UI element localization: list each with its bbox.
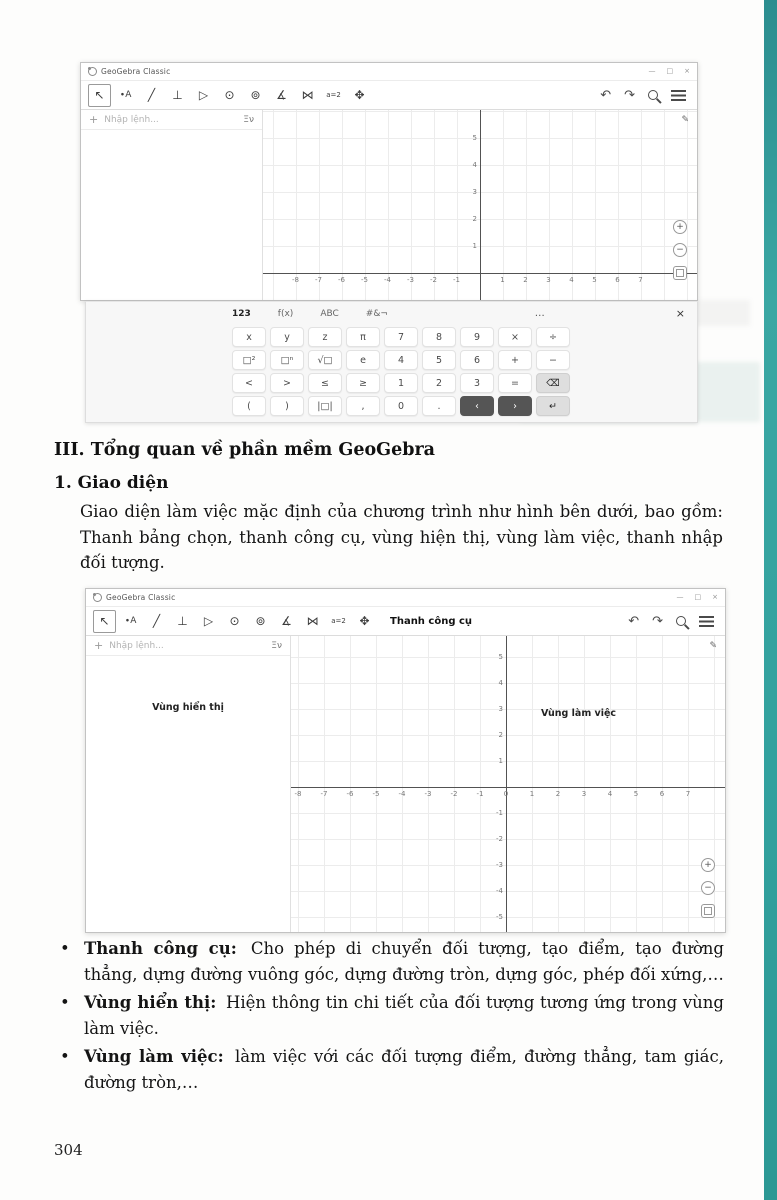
algebra-panel <box>86 636 291 932</box>
bullet-list <box>57 936 724 1098</box>
bullet-term: Vùng làm việc: <box>84 1047 224 1067</box>
keyboard-row <box>232 373 697 393</box>
x-tick-label: -5 <box>372 790 380 798</box>
polygon-tool-icon[interactable]: ▷ <box>198 88 209 102</box>
angle-tool-icon[interactable]: ∡ <box>281 614 292 628</box>
keyboard-tab-fx[interactable]: f(x) <box>277 308 294 319</box>
add-icon[interactable]: + <box>94 639 104 652</box>
perpendicular-line-tool-icon[interactable]: ⊥ <box>172 88 183 102</box>
keyboard-key[interactable]: × <box>498 327 532 347</box>
keyboard-key[interactable]: ≤ <box>308 373 342 393</box>
y-tick-label: 1 <box>472 241 477 250</box>
y-axis <box>506 636 507 932</box>
slider-tool-icon[interactable]: a=2 <box>326 91 341 99</box>
geogebra-window <box>80 62 698 301</box>
y-tick-label <box>487 774 503 800</box>
command-input-placeholder: Nhập lệnh... <box>104 114 159 125</box>
window-controls <box>677 594 719 601</box>
algebra-panel <box>81 110 263 300</box>
perpendicular-line-tool-icon[interactable]: ⊥ <box>177 614 188 628</box>
x-axis <box>291 787 725 788</box>
window-titlebar <box>86 589 725 606</box>
y-axis-ticks <box>461 124 477 259</box>
x-tick-label: -2 <box>450 790 458 798</box>
x-tick-label: -4 <box>398 790 406 798</box>
bullet-text: Cho phép di chuyển đối tượng, tạo điểm, tạo đường thẳng, dựng đường vuông góc, dựng đường tròn, dựng góc, phép đối xứng,… <box>84 939 724 984</box>
x-tick-label: 5 <box>592 276 597 284</box>
keyboard-more-icon[interactable]: … <box>534 308 546 319</box>
angle-tool-icon[interactable]: ∡ <box>276 88 287 102</box>
keyboard-tab-123[interactable]: 123 <box>232 308 251 319</box>
tool-buttons <box>88 84 371 107</box>
keyboard-key[interactable]: y <box>270 327 304 347</box>
move-tool-icon[interactable]: ↖ <box>88 84 111 107</box>
bullet-text: làm việc với các đối tượng điểm, đường thẳng, tam giác, đường tròn,… <box>84 1047 724 1092</box>
keyboard-key[interactable]: z <box>308 327 342 347</box>
x-tick-label: -1 <box>453 276 460 284</box>
bullet-text: Hiện thông tin chi tiết của đối tượng tương ứng trong vùng làm việc. <box>84 993 724 1038</box>
keyboard-key[interactable]: 8 <box>422 327 456 347</box>
fullscreen-icon[interactable] <box>701 904 715 918</box>
y-tick-label: 1 <box>498 757 503 765</box>
keyboard-row <box>232 350 697 370</box>
keyboard-key[interactable]: x <box>232 327 266 347</box>
geogebra-logo-icon <box>88 67 97 76</box>
keyboard-key[interactable]: 6 <box>460 350 494 370</box>
app-title: GeoGebra Classic <box>101 67 171 76</box>
bullet-marker: • <box>60 993 70 1013</box>
minimize-icon[interactable]: — <box>676 593 684 601</box>
command-input[interactable] <box>81 110 262 130</box>
move-view-tool-icon[interactable]: ✥ <box>359 614 370 628</box>
x-tick-label <box>468 276 491 284</box>
keyboard-key[interactable]: □² <box>232 350 266 370</box>
x-tick-label: 7 <box>638 276 643 284</box>
bullet-marker: • <box>60 939 70 958</box>
toolbar-annotation-label: Thanh công cụ <box>390 615 473 627</box>
keyboard-key[interactable]: › <box>498 396 532 416</box>
x-tick-label: -4 <box>384 276 391 284</box>
y-tick-label: 3 <box>472 187 477 196</box>
keyboard-key[interactable]: π <box>346 327 380 347</box>
x-axis-ticks <box>284 276 652 284</box>
conic-tool-icon[interactable]: ⊚ <box>250 88 261 102</box>
x-tick-label: -1 <box>476 790 484 798</box>
list-item <box>57 936 724 987</box>
zoom-out-icon[interactable]: − <box>673 243 687 257</box>
keyboard-keys <box>86 327 697 416</box>
keyboard-key[interactable]: ⌫ <box>536 373 570 393</box>
geogebra-screenshot-1 <box>80 62 698 423</box>
y-tick-label: 5 <box>472 133 477 142</box>
bullet-term: Thanh công cụ: <box>84 939 237 958</box>
keyboard-key[interactable]: 2 <box>422 373 456 393</box>
x-tick-label: 0 <box>503 790 509 798</box>
subsection-heading: 1. Giao diện <box>54 473 169 493</box>
keyboard-key[interactable]: − <box>536 350 570 370</box>
keyboard-key[interactable]: ≥ <box>346 373 380 393</box>
keyboard-row <box>232 396 697 416</box>
graphics-stylebar-icon[interactable]: ✎ <box>709 641 717 651</box>
y-tick-label: 3 <box>498 705 503 713</box>
app-title: GeoGebra Classic <box>106 593 176 602</box>
input-help-icon[interactable]: Ξν <box>243 114 254 125</box>
x-tick-label: 7 <box>685 790 691 798</box>
point-tool-icon[interactable]: ∙A <box>124 616 137 626</box>
x-tick-label: -7 <box>320 790 328 798</box>
keyboard-key[interactable]: + <box>498 350 532 370</box>
toolbar <box>86 606 725 636</box>
toolbar-right-icons <box>600 88 690 103</box>
keyboard-key[interactable]: ‹ <box>460 396 494 416</box>
list-item <box>57 990 724 1041</box>
redo-icon[interactable]: ↷ <box>652 613 663 629</box>
keyboard-key[interactable]: > <box>270 373 304 393</box>
zoom-in-icon[interactable]: + <box>701 858 715 872</box>
point-tool-icon[interactable]: ∙A <box>119 90 132 100</box>
input-help-icon[interactable]: Ξν <box>271 640 282 651</box>
menu-icon[interactable] <box>671 90 686 101</box>
keyboard-tab-bar <box>86 302 697 325</box>
y-tick-label: -2 <box>496 835 503 843</box>
bullet-term: Vùng hiển thị: <box>84 993 217 1013</box>
window-controls <box>649 68 691 75</box>
section-heading: III. Tổng quan về phần mềm GeoGebra <box>54 440 436 460</box>
y-tick-label: -1 <box>496 809 503 817</box>
virtual-keyboard <box>85 301 698 423</box>
keyboard-key[interactable]: 1 <box>384 373 418 393</box>
command-input[interactable] <box>86 636 290 656</box>
main-area <box>86 636 725 932</box>
fullscreen-icon[interactable] <box>673 266 687 280</box>
graphics-stylebar-icon[interactable]: ✎ <box>681 115 689 125</box>
keyboard-key[interactable]: < <box>232 373 266 393</box>
keyboard-key[interactable]: 4 <box>384 350 418 370</box>
command-input-placeholder: Nhập lệnh... <box>109 640 164 651</box>
zoom-controls <box>701 858 715 918</box>
zoom-out-icon[interactable]: − <box>701 881 715 895</box>
close-icon[interactable]: × <box>684 67 690 75</box>
x-tick-label: 2 <box>555 790 561 798</box>
keyboard-key[interactable]: ( <box>232 396 266 416</box>
x-tick-label: -6 <box>346 790 354 798</box>
menu-icon[interactable] <box>699 616 714 627</box>
polygon-tool-icon[interactable]: ▷ <box>203 614 214 628</box>
keyboard-key[interactable]: 9 <box>460 327 494 347</box>
search-icon[interactable] <box>648 90 658 100</box>
geogebra-window <box>85 588 726 933</box>
search-icon[interactable] <box>676 616 686 626</box>
keyboard-key[interactable]: ↵ <box>536 396 570 416</box>
keyboard-key[interactable]: = <box>498 373 532 393</box>
main-area <box>81 110 697 300</box>
move-view-tool-icon[interactable]: ✥ <box>354 88 365 102</box>
line-tool-icon[interactable]: ╱ <box>152 614 161 628</box>
panel-annotation-label: Vùng hiển thị <box>152 702 224 713</box>
keyboard-key[interactable]: 3 <box>460 373 494 393</box>
keyboard-tab-symbols[interactable]: #&¬ <box>365 308 388 319</box>
reflect-tool-icon[interactable]: ⋈ <box>306 614 319 628</box>
keyboard-key[interactable]: , <box>346 396 380 416</box>
minimize-icon[interactable]: — <box>648 67 656 75</box>
zoom-controls <box>673 220 687 280</box>
reflect-tool-icon[interactable]: ⋈ <box>301 88 314 102</box>
x-tick-label: 5 <box>633 790 639 798</box>
x-tick-label: 4 <box>569 276 574 284</box>
keyboard-row <box>232 327 697 347</box>
x-tick-label: 6 <box>659 790 665 798</box>
y-tick-label: 5 <box>498 653 503 661</box>
keyboard-key[interactable]: 7 <box>384 327 418 347</box>
y-tick-label: -5 <box>496 913 503 921</box>
x-tick-label: -8 <box>294 790 302 798</box>
page-number: 304 <box>54 1141 83 1159</box>
undo-icon[interactable]: ↶ <box>600 87 612 103</box>
close-icon[interactable]: × <box>712 593 718 601</box>
x-tick-label: 3 <box>581 790 587 798</box>
list-item <box>57 1044 724 1095</box>
y-tick-label: 4 <box>472 160 477 169</box>
y-tick-label: 2 <box>472 214 477 223</box>
x-tick-label: -8 <box>292 276 299 284</box>
x-tick-label: 2 <box>523 276 528 284</box>
keyboard-key[interactable]: ÷ <box>536 327 570 347</box>
x-tick-label: 1 <box>529 790 535 798</box>
x-tick-label: -2 <box>430 276 437 284</box>
y-axis-ticks <box>487 644 503 930</box>
keyboard-key[interactable]: . <box>422 396 456 416</box>
toolbar-right-icons <box>628 614 718 629</box>
keyboard-key[interactable]: |□| <box>308 396 342 416</box>
x-tick-label: -6 <box>338 276 345 284</box>
keyboard-key[interactable]: e <box>346 350 380 370</box>
undo-icon[interactable]: ↶ <box>628 613 640 629</box>
keyboard-key[interactable]: ) <box>270 396 304 416</box>
bullet-marker: • <box>60 1047 70 1067</box>
keyboard-key[interactable]: 5 <box>422 350 456 370</box>
page-edge-strip <box>764 0 777 1200</box>
x-tick-label: -3 <box>407 276 414 284</box>
circle-tool-icon[interactable]: ⊙ <box>224 88 235 102</box>
keyboard-tabs <box>232 309 388 319</box>
y-axis <box>480 110 481 300</box>
x-tick-label: -7 <box>315 276 322 284</box>
x-tick-label: 1 <box>500 276 505 284</box>
intro-paragraph: Giao diện làm việc mặc định của chương trình như hình bên dưới, bao gồm: Thanh bảng chọn, thanh công cụ, vùng hiện thị, vùng làm việc, thanh nhập đối tượng. <box>80 502 723 573</box>
graphics-view[interactable] <box>263 110 697 300</box>
graphics-view[interactable] <box>291 636 725 932</box>
circle-tool-icon[interactable]: ⊙ <box>229 614 240 628</box>
maximize-icon[interactable]: □ <box>666 67 674 75</box>
add-icon[interactable]: + <box>89 113 99 126</box>
geogebra-logo-icon <box>93 593 102 602</box>
tool-buttons <box>93 610 376 633</box>
canvas-annotation-label: Vùng làm việc <box>541 708 617 719</box>
keyboard-key[interactable]: 0 <box>384 396 418 416</box>
y-tick-label: -3 <box>496 861 503 869</box>
x-tick-label: 3 <box>546 276 551 284</box>
conic-tool-icon[interactable]: ⊚ <box>255 614 266 628</box>
slider-tool-icon[interactable]: a=2 <box>331 617 346 625</box>
keyboard-close-icon[interactable]: × <box>675 307 685 320</box>
keyboard-key[interactable]: □ⁿ <box>270 350 304 370</box>
keyboard-key[interactable]: √□ <box>308 350 342 370</box>
keyboard-tab-abc[interactable]: ABC <box>320 308 339 319</box>
window-titlebar <box>81 63 697 80</box>
maximize-icon[interactable]: □ <box>694 593 702 601</box>
redo-icon[interactable]: ↷ <box>624 87 635 103</box>
geogebra-screenshot-2 <box>85 588 726 933</box>
y-tick-label: 4 <box>498 679 503 687</box>
x-tick-label: 6 <box>615 276 620 284</box>
x-tick-label: -5 <box>361 276 368 284</box>
y-tick-label: 2 <box>498 731 503 739</box>
x-tick-label: 4 <box>607 790 613 798</box>
toolbar <box>81 80 697 110</box>
zoom-in-icon[interactable]: + <box>673 220 687 234</box>
move-tool-icon[interactable]: ↖ <box>93 610 116 633</box>
y-tick-label: -4 <box>496 887 503 895</box>
x-tick-label: -3 <box>424 790 432 798</box>
line-tool-icon[interactable]: ╱ <box>147 88 156 102</box>
